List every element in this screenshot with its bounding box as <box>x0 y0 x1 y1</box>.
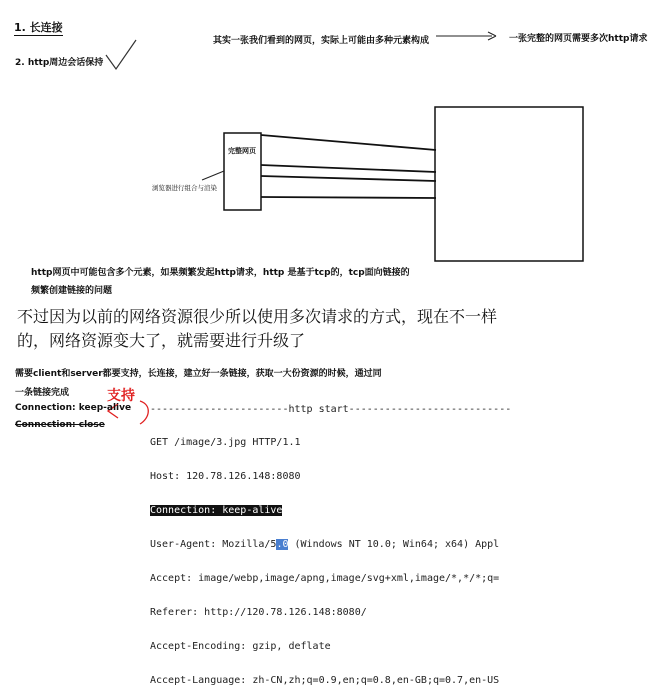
top-center-note: 其实一张我们看到的网页，实际上可能由多种元素构成 <box>213 36 430 46</box>
http-log <box>150 381 511 697</box>
log-accept: Accept: image/webp,image/apng,image/svg+xml,image/*,*/*;q= <box>150 573 500 585</box>
big-text-line-1: 不过因为以前的网络资源很少所以使用多次请求的方式，现在不一样 <box>17 307 498 326</box>
connection-line <box>261 165 436 172</box>
top-right-note: 一张完整的网页需要多次http请求 <box>509 34 648 44</box>
handwritten-support: 支持 <box>107 388 135 404</box>
log-get: GET /image/3.jpg HTTP/1.1 <box>150 437 301 449</box>
browser-note: 浏览器进行组合与渲染 <box>152 184 217 192</box>
item-session-keep: 2. http周边会话保持 <box>15 58 104 68</box>
browser-note-arrow <box>202 171 224 180</box>
checkmark-icon <box>106 40 136 69</box>
desc-line-1: http网页中可能包含多个元素，如果频繁发起http请求，http 是基于tcp的，tcp面向链接的 <box>31 268 410 278</box>
log-user-agent: User-Agent: Mozilla/5.0 (Windows NT 10.0; Win64; x64) Appl <box>150 539 500 551</box>
log-start: -----------------------http start--------------------------- <box>150 403 512 415</box>
browser-box-label: 完整网页 <box>228 147 256 155</box>
support-line-1: 需要client和server都要支持，长连接，建立好一条链接，获取一大份资源的时候，通过同 <box>15 369 382 379</box>
log-encoding: Accept-Encoding: gzip, deflate <box>150 640 331 652</box>
connection-close-label: Connection: close <box>15 420 105 430</box>
item-long-connection: 1. 长连接 <box>14 21 63 34</box>
ua-selection-highlight: .0 <box>276 539 289 551</box>
desc-line-2: 频繁创建链接的问题 <box>31 286 113 296</box>
big-text-line-2: 的，网络资源变大了，就需要进行升级了 <box>17 331 306 350</box>
log-connection <box>150 505 511 516</box>
connection-line <box>261 176 436 181</box>
log-connection-highlight: Connection: keep-alive <box>150 505 283 517</box>
log-language: Accept-Language: zh-CN,zh;q=0.9,en;q=0.8,en-GB;q=0.7,en-US <box>150 674 500 686</box>
server-box <box>435 107 583 261</box>
connection-line <box>261 197 436 198</box>
support-line-2: 一条链接完成 <box>15 388 70 398</box>
connection-line <box>261 135 436 150</box>
log-host: Host: 120.78.126.148:8080 <box>150 471 301 483</box>
support-brace-icon <box>140 401 148 424</box>
log-referer: Referer: http://120.78.126.148:8080/ <box>150 606 367 618</box>
connection-keep-alive-label: Connection: keep-alive <box>15 403 132 413</box>
browser-page-box <box>224 133 261 210</box>
